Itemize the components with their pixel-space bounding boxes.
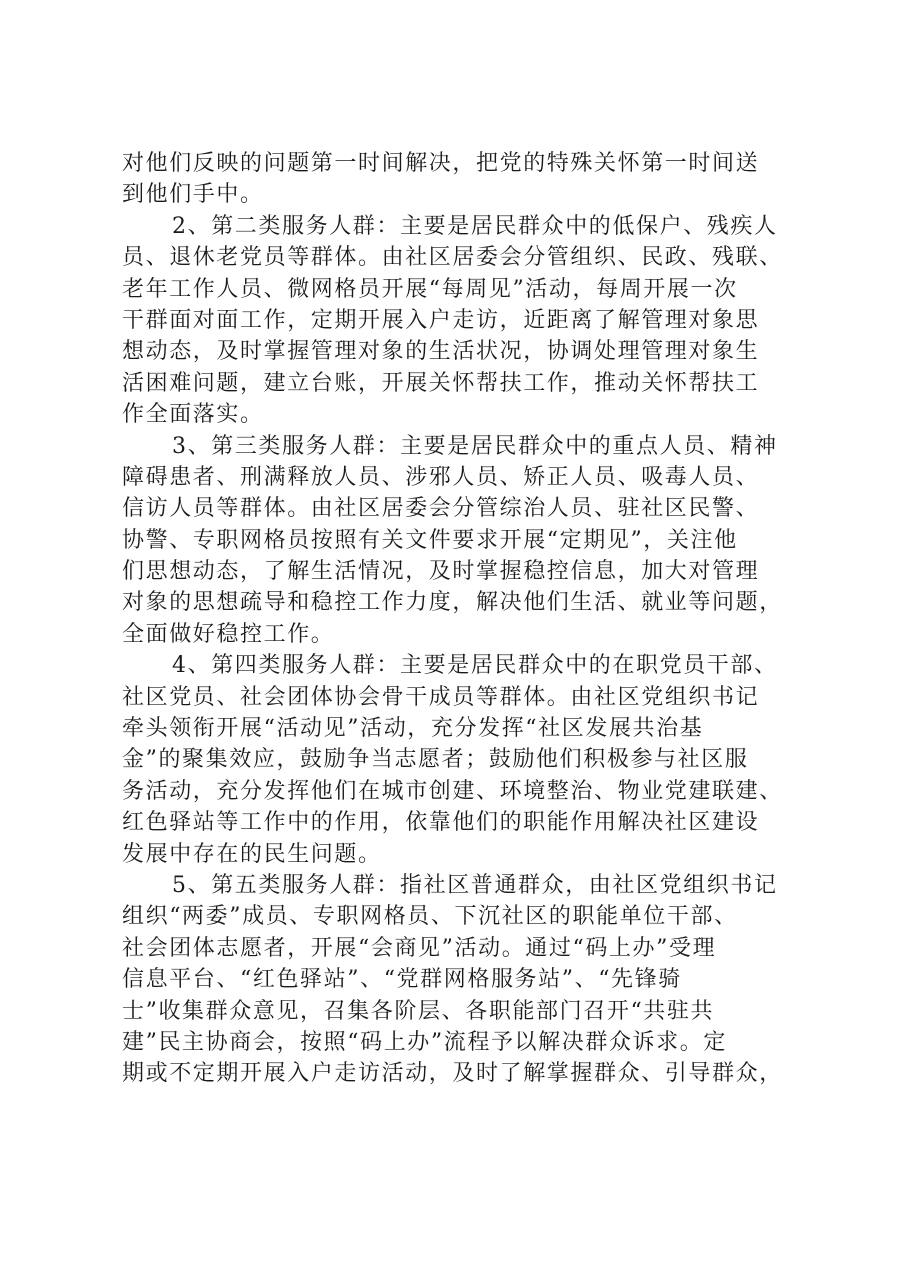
text-line: 牵头领衔开展“活动见”活动，充分发挥“社区发展共治基: [122, 716, 704, 742]
text-line: 务活动，充分发挥他们在城市创建、环境整治、物业党建联建、: [122, 778, 783, 804]
text-line: 2、第二类服务人群：主要是居民群众中的低保户、残疾人: [172, 213, 778, 239]
text-line: 对象的思想疏导和稳控工作力度，解决他们生活、就业等问题，: [122, 590, 783, 616]
document-body: [122, 148, 794, 1090]
text-line: 信息平台、“红色驿站”、“党群网格服务站”、“先锋骑: [122, 967, 682, 993]
text-line: 活困难问题，建立台账，开展关怀帮扶工作，推动关怀帮扶工: [122, 370, 760, 396]
text-line: 金”的聚集效应，鼓励争当志愿者；鼓励他们积极参与社区服: [122, 747, 749, 773]
text-line: 到他们手中。: [122, 182, 264, 208]
text-line: 老年工作人员、微网格员开展“每周见”活动，每周开展一次: [122, 276, 738, 302]
text-line: 对他们反映的问题第一时间解决，把党的特殊关怀第一时间送: [122, 151, 760, 176]
text-line: 5、第五类服务人群：指社区普通群众，由社区党组织书记: [172, 872, 778, 898]
text-line: 社区党员、社会团体协会骨干成员等群体。由社区党组织书记: [122, 684, 760, 710]
text-line: 协警、专职网格员按照有关文件要求开展“定期见”，关注他: [122, 527, 738, 553]
text-line: 3、第三类服务人群：主要是居民群众中的重点人员、精神: [172, 433, 778, 459]
text-line: 信访人员等群体。由社区居委会分管综治人员、驻社区民警、: [122, 496, 760, 522]
text-line: 作全面落实。: [122, 402, 264, 428]
text-line: 全面做好稳控工作。: [122, 621, 335, 647]
text-line: 发展中存在的民生问题。: [122, 841, 382, 867]
text-line: 障碍患者、刑满释放人员、涉邪人员、矫正人员、吸毒人员、: [122, 464, 760, 490]
text-line: 士”收集群众意见，召集各阶层、各职能部门召开“共驻共: [122, 998, 715, 1024]
text-line: 组织“两委”成员、专职网格员、下沉社区的职能单位干部、: [122, 904, 738, 930]
text-line: 期或不定期开展入户走访活动，及时了解掌握群众、引导群众，: [122, 1061, 783, 1087]
text-line: 社会团体志愿者，开展“会商见”活动。通过“码上办”受理: [122, 935, 717, 961]
text-line: 员、退休老党员等群体。由社区居委会分管组织、民政、残联、: [122, 245, 783, 271]
text-line: 4、第四类服务人群：主要是居民群众中的在职党员干部、: [172, 653, 778, 679]
text-line: 想动态，及时掌握管理对象的生活状况，协调处理管理对象生: [122, 339, 760, 365]
text-line: 们思想动态，了解生活情况，及时掌握稳控信息，加大对管理: [122, 559, 760, 585]
text-line: 干群面对面工作，定期开展入户走访，近距离了解管理对象思: [122, 307, 760, 333]
text-line: 建”民主协商会，按照“码上办”流程予以解决群众诉求。定: [122, 1029, 727, 1055]
text-line: 红色驿站等工作中的作用，依靠他们的职能作用解决社区建设: [122, 810, 760, 836]
